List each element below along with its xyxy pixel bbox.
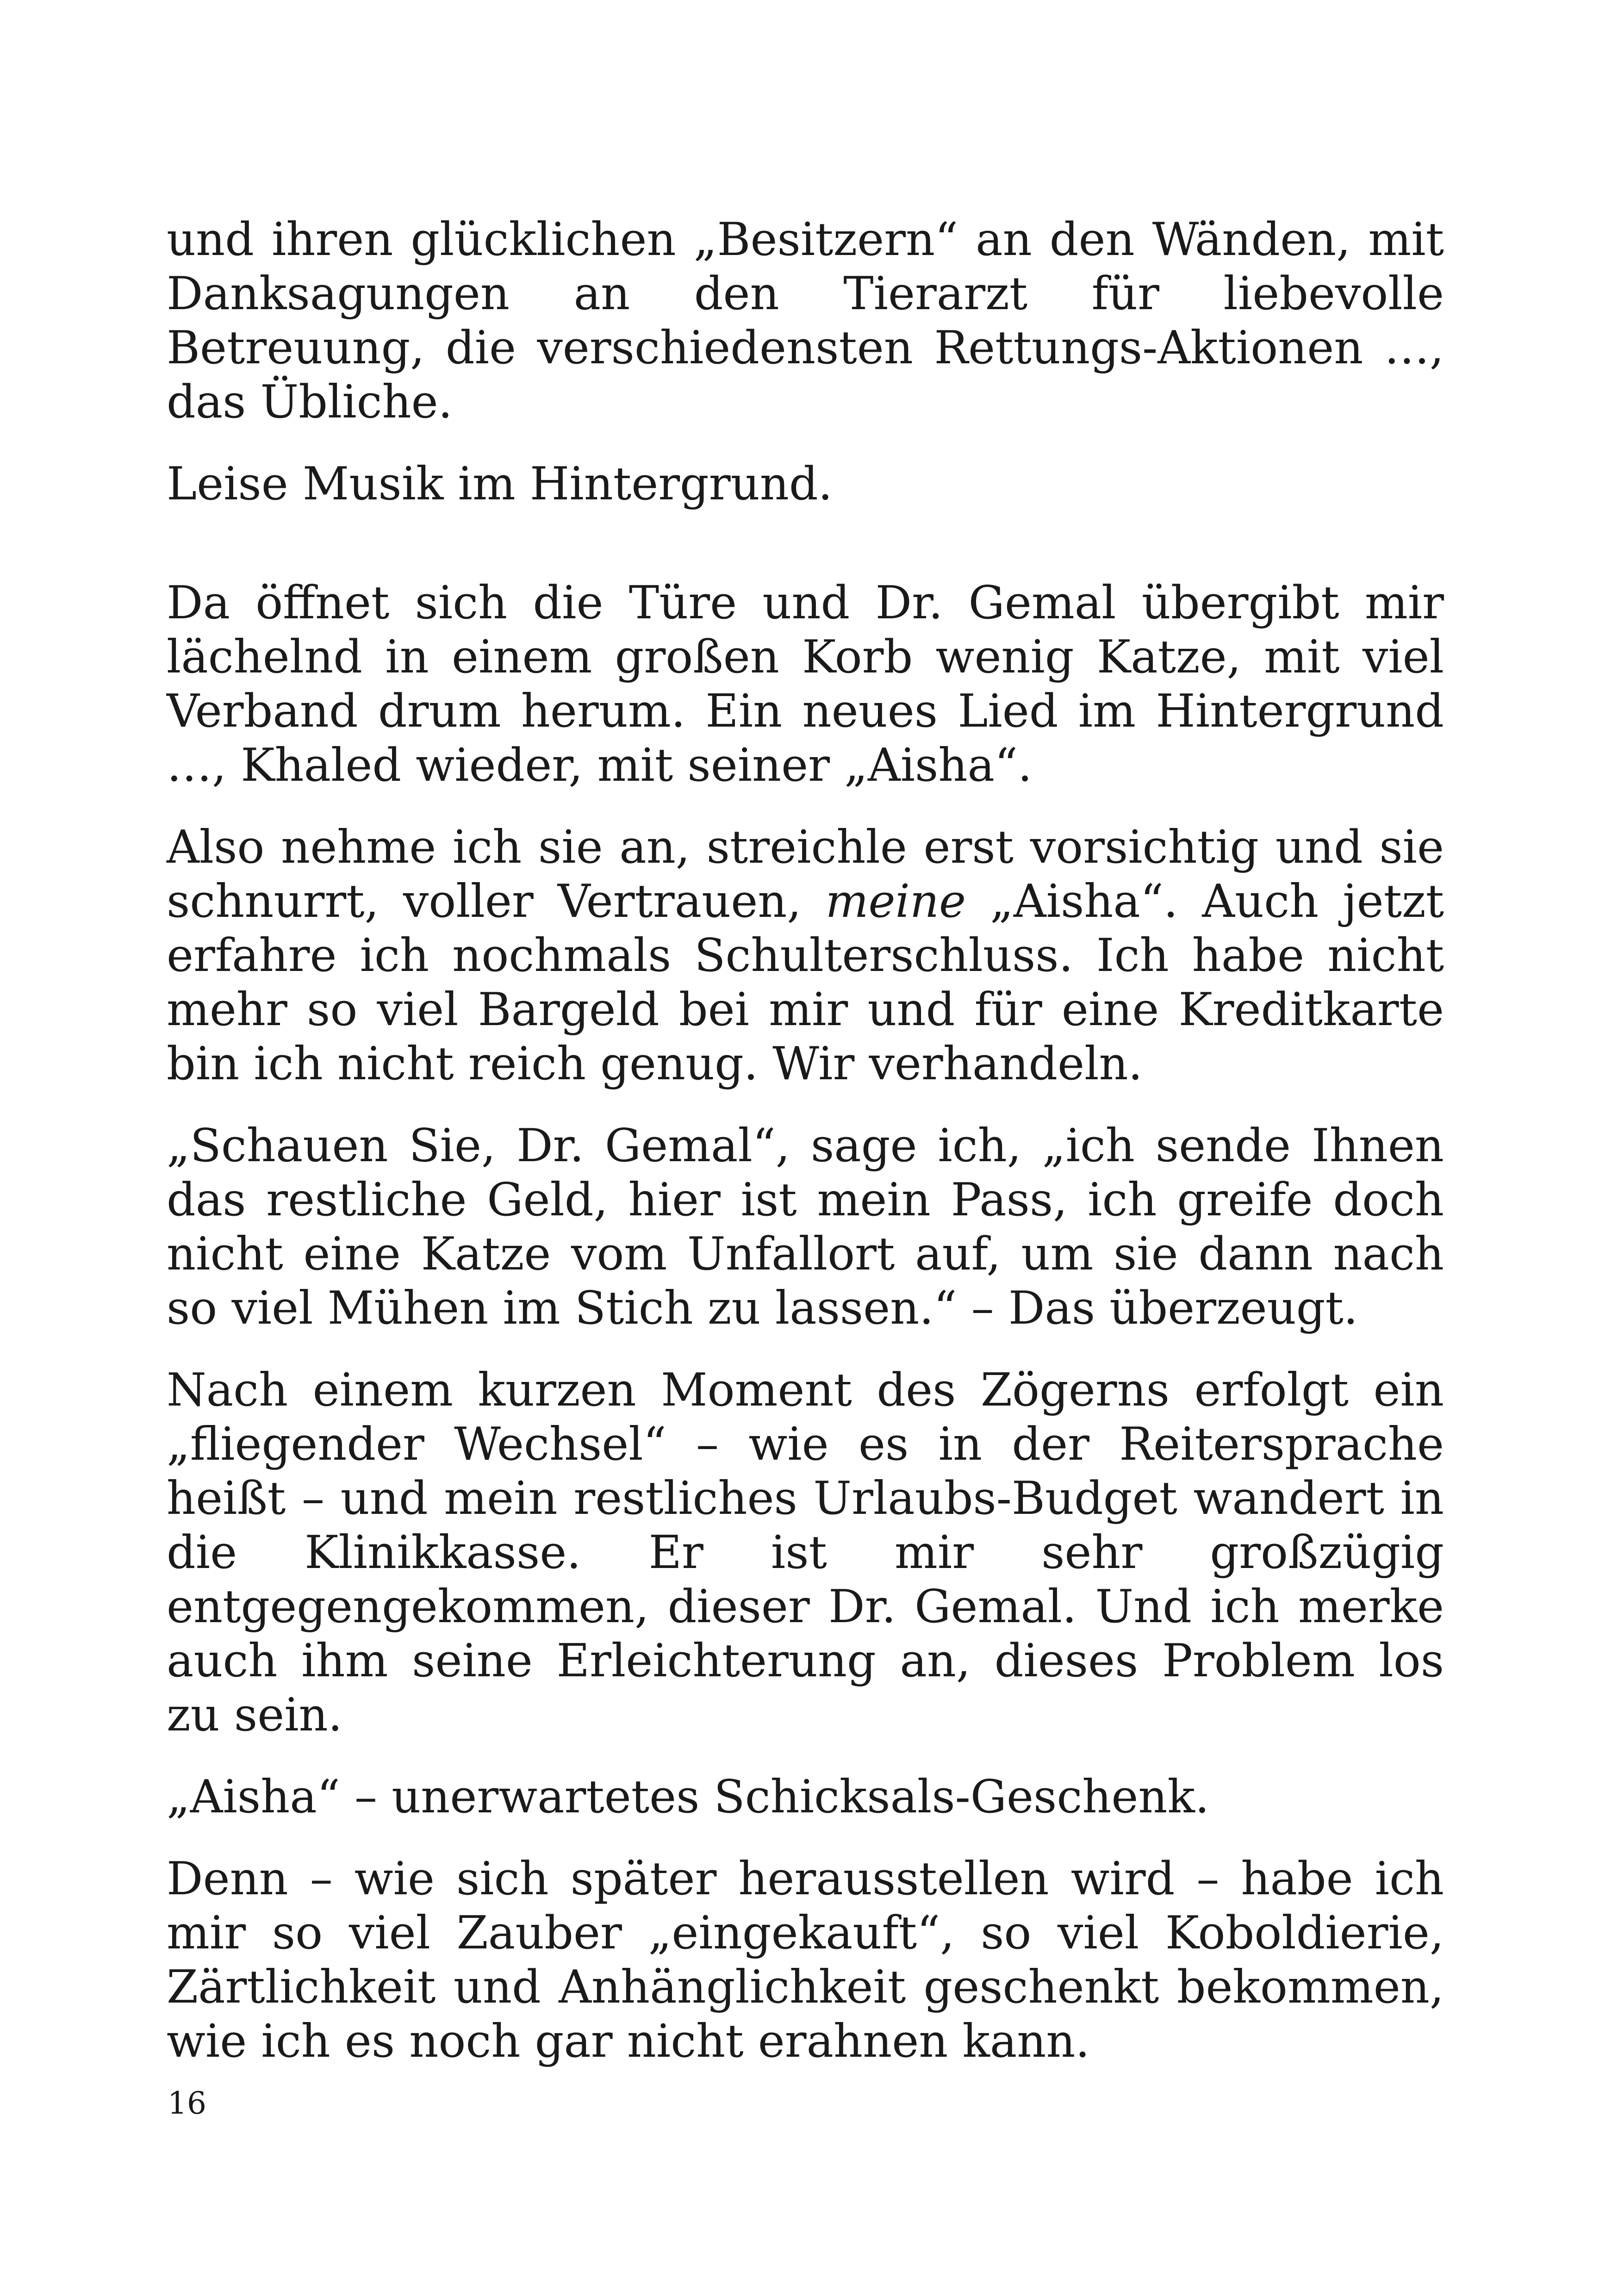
paragraph-5: „Schauen Sie, Dr. Gemal“, sage ich, „ich sende Ihnen das restliche Geld, hier ist mein Pass, ich greife doch nicht eine Katze vom Unfallort auf, um sie dann nach so viel Mühen im Stich zu lassen.“ – Das überzeugt. [167, 1120, 1444, 1335]
paragraph-4-text-end: „Aisha“. Auch jetzt erfahre ich nochmals Schulterschluss. Ich habe nicht mehr so viel Bargeld bei mir und für eine Kreditkarte bin ich nicht reich genug. Wir verhandeln. [167, 875, 1444, 1090]
paragraph-3: Da öffnet sich die Türe und Dr. Gemal übergibt mir lächelnd in einem großen Korb wenig Katze, mit viel Verband drum herum. Ein neues Lied im Hintergrund …, Khaled wieder, mit seiner „Aisha“. [167, 577, 1444, 792]
paragraph-8: Denn – wie sich später herausstellen wird – habe ich mir so viel Zauber „eingekauft“, so viel Koboldierie, Zärtlichkeit und Anhänglichkeit geschenkt bekommen, wie ich es noch gar nicht erahnen kann. [167, 1853, 1444, 2068]
paragraph-4-text-start: Also nehme ich sie an, streichle erst vorsichtig und sie schnurrt, voller Vertrauen, [167, 821, 1444, 928]
paragraph-4 [167, 821, 1444, 1091]
paragraph-1: und ihren glücklichen „Besitzern“ an den Wänden, mit Danksagungen an den Tierarzt für liebevolle Betreuung, die verschiedensten Rettungs-Aktionen …, das Übliche. [167, 213, 1444, 429]
body-text [167, 213, 1444, 2097]
paragraph-6: Nach einem kurzen Moment des Zögerns erfolgt ein „fliegender Wechsel“ – wie es in der Reitersprache heißt – und mein restliches Urlaubs-Budget wandert in die Klinikkasse. Er ist mir sehr großzügig entgegengekommen, dieser Dr. Gemal. Und ich merke auch ihm seine Erleichterung an, dieses Problem los zu sein. [167, 1364, 1444, 1742]
paragraph-2: Leise Musik im Hintergrund. [167, 458, 833, 510]
emphasized-word: meine [825, 875, 966, 928]
paragraph-7: „Aisha“ – unerwartetes Schicksals-Geschenk. [167, 1771, 1209, 1823]
page-number: 16 [168, 2085, 206, 2121]
